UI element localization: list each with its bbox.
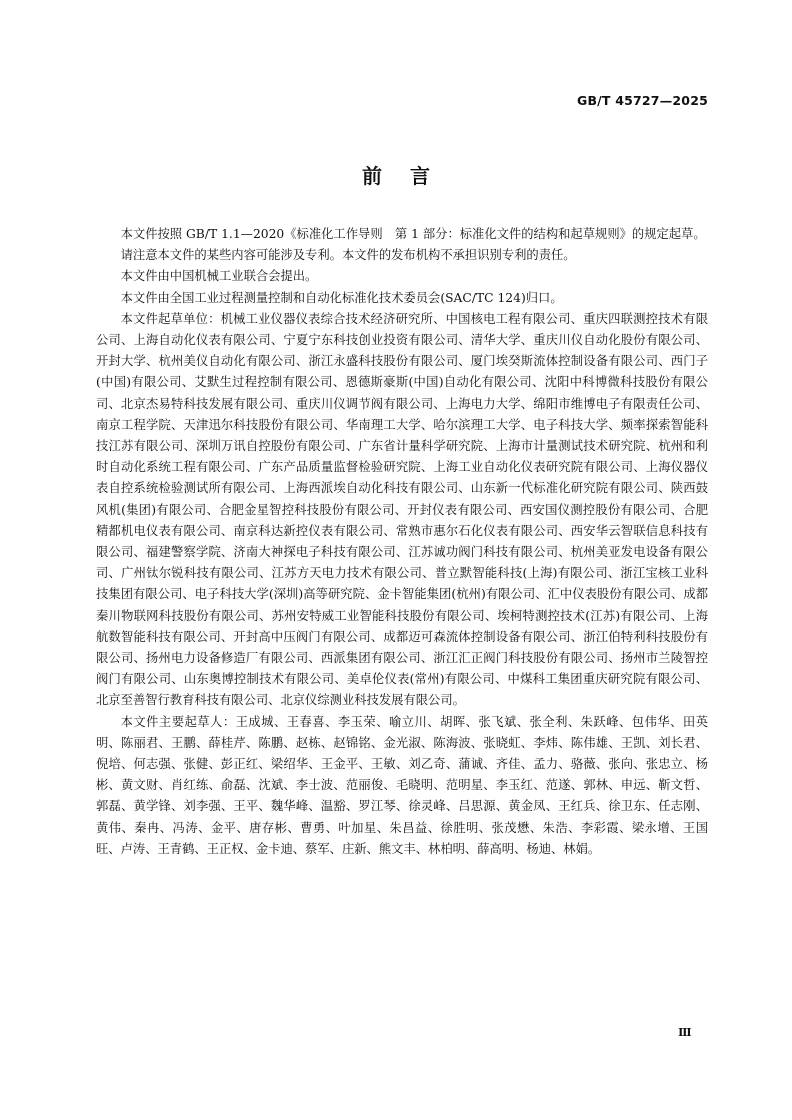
paragraph-drafting-rules: 本文件按照 GB/T 1.1—2020《标准化工作导则 第 1 部分：标准化文件的结构和起草规则》的规定起草。 — [120, 227, 706, 241]
paragraph-patent-notice: 请注意本文件的某些内容可能涉及专利。本文件的发布机构不承担识别专利的责任。 — [120, 248, 576, 263]
document-body — [96, 224, 708, 860]
paragraph-committee: 本文件由全国工业过程测量控制和自动化标准化技术委员会(SAC/TC 124)归口。 — [120, 290, 563, 305]
standard-number: GB/T 45727—2025 — [576, 93, 708, 108]
paragraph-drafting-units: 本文件起草单位：机械工业仪器仪表综合技术经济研究所、中国核电工程有限公司、重庆四联测控技术有限公司、上海自动化仪表有限公司、宁夏宁东科技创业投资有限公司、清华大学、重庆川仪自动化股份有限公司、开封大学、杭州美仪自动化有限公司、浙江永盛科技股份有限公司、厦门埃癸斯流体控制设备有限公司、西门子(中国)有限公司、艾默生过程控制有限公司、恩德斯豪斯(中国)自动化有限公司、沈阳中科博微科技股份有限公司、北京杰易特科技发展有限公司、重庆川仪调节阀有限公司、上海电力大学、绵阳市维博电子有限责任公司、南京工程学院、天津迅尔科技股份有限公司、华南理工大学、哈尔滨理工大学、电子科技大学、频率探索智能科技江苏有限公司、深圳万讯自控股份有限公司、广东省计量科学研究院、上海市计量测试技术研究院、杭州和利时自动化系统工程有限公司、广东产品质量监督检验研究院、上海工业自动化仪表研究院有限公司、上海仪器仪表自控系统检验测试所有限公司、上海西派埃自动化科技有限公司、山东新一代标准化研究院有限公司、陕西鼓风机(集团)有限公司、合肥金星智控科技股份有限公司、开封仪表有限公司、西安国仪测控股份有限公司、合肥精都机电仪表有限公司、南京科达新控仪表有限公司、常熟市惠尔石化仪表有限公司、西安华云智联信息科技有限公司、福建警察学院、济南大神探电子科技有限公司、江苏诚功阀门科技有限公司、杭州美亚发电设备有限公司、广州钛尔锐科技有限公司、江苏方天电力技术有限公司、普立默智能科技(上海)有限公司、浙江宝核工业科技集团有限公司、电子科技大学(深圳)高等研究院、金卡智能集团(杭州)有限公司、汇中仪表股份有限公司、成都秦川物联网科技股份有限公司、苏州安特威工业智能科技股份有限公司、埃柯特测控技术(江苏)有限公司、上海航数智能科技有限公司、开封高中压阀门有限公司、成都迈可森流体控制设备有限公司、浙江伯特利科技股份有限公司、扬州电力设备修造厂有限公司、西派集团有限公司、浙江汇正阀门科技股份有限公司、扬州市兰陵智控阀门有限公司、山东奥博控制技术有限公司、美卓伦仪表(常州)有限公司、中煤科工集团重庆研究院有限公司、北京至善智行教育科技有限公司、北京仪综测业科技发展有限公司。 — [96, 311, 708, 708]
page-title: 前言 — [362, 164, 458, 188]
page-number: Ⅲ — [678, 1026, 692, 1039]
paragraph-proposer: 本文件由中国机械工业联合会提出。 — [120, 269, 318, 284]
paragraph-drafters: 本文件主要起草人：王成城、王春喜、李玉荣、喻立川、胡晖、张飞斌、张全利、朱跃峰、包伟华、田英明、陈丽君、王鹏、薛桂芹、陈鹏、赵栋、赵锦铭、金光淑、陈海波、张晓虹、李炜、陈伟雄、王凯、刘长君、倪培、何志强、张健、彭正红、梁绍华、王金平、王敏、刘乙奇、蒲诚、齐佳、孟力、骆薇、张向、张忠立、杨彬、黄文财、肖红练、俞磊、沈斌、李士波、范丽俊、毛晓明、范明星、李玉红、范遂、郭林、申远、靳文哲、郭磊、黄学锋、刘李强、王平、魏华峰、温豁、罗江琴、徐灵峰、吕思源、黄金凤、王红兵、徐卫东、任志刚、黄伟、秦冉、冯涛、金平、唐存彬、曹勇、叶加星、朱昌益、徐胜明、张茂懋、朱浩、李彩霞、梁永增、王国旺、卢涛、王青鹤、王正权、金卡迪、蔡军、庄新、熊文丰、林柏明、薛高明、杨迪、林娟。 — [96, 714, 708, 856]
